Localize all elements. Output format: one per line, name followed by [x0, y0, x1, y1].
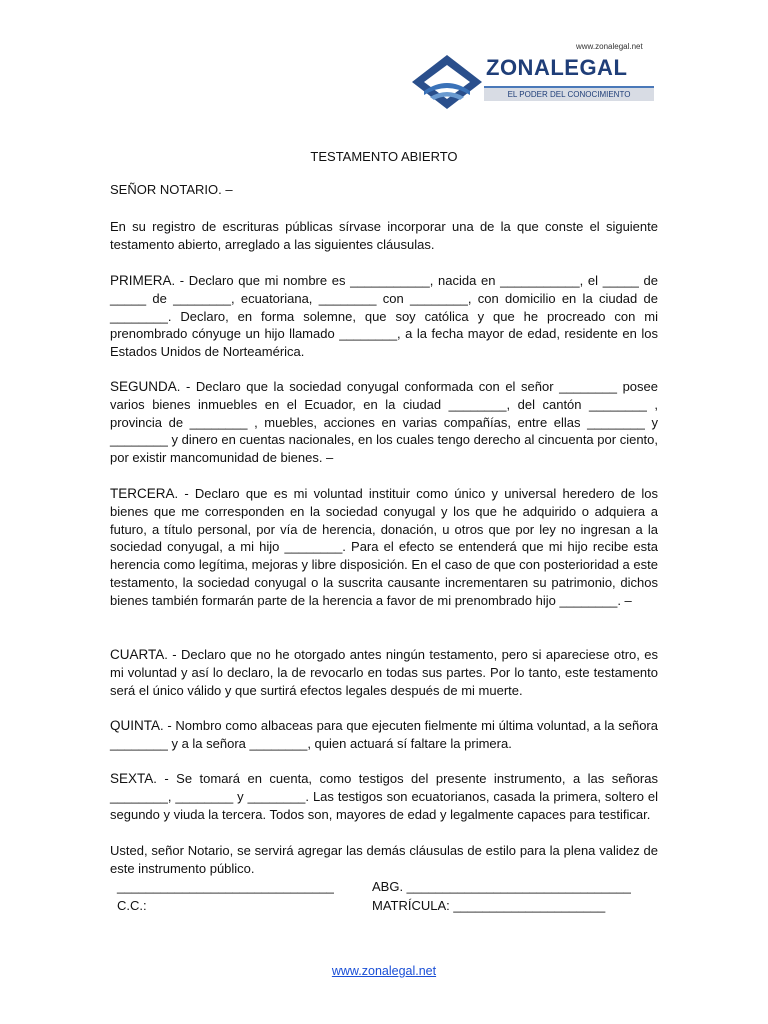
clause-heading: PRIMERA	[110, 273, 172, 288]
clause-text: . - Declaro que mi nombre es ___________, nacida en ___________, el _____ de _____ de ________, ecuatoriana, ________ con ________, con domicilio en la ciudad de ________. Declaro, en forma solemne, que soy católica y que he procreado con mi prenombrado cónyuge un hijo llamado ________, a la fecha mayor de edad, residente en los Estados Unidos de Norteamérica.	[110, 273, 658, 360]
matricula-field: MATRÍCULA: _____________________	[372, 898, 606, 913]
clause-cuarta	[110, 646, 658, 699]
clause-heading: TERCERA	[110, 486, 175, 501]
abg-field: ABG. _______________________________	[372, 879, 631, 894]
closing-paragraph: Usted, señor Notario, se servirá agregar las demás cláusulas de estilo para la plena validez de este instrumento público.	[110, 843, 658, 876]
clause-segunda	[110, 378, 658, 467]
clause-heading: QUINTA	[110, 718, 160, 733]
clause-text: . - Declaro que la sociedad conyugal conformada con el señor ________ posee varios bienes inmuebles en el Ecuador, en la ciudad ________, del cantón ________ , provincia de ________ , muebles, acciones en varias compañías, entre ellas ________ y ________ y dinero en cuentas nacionales, en los cuales tengo derecho al cincuenta por ciento, por existir mancomunidad de bienes. –	[110, 379, 658, 466]
logo-name: ZONALEGAL	[486, 55, 628, 80]
clause-quinta	[110, 717, 658, 753]
diamond-logo-icon	[410, 53, 484, 111]
clause-text: . - Declaro que es mi voluntad instituir como único y universal heredero de los bienes que me corresponden en la sociedad conyugal y los que he adquirido o adquiera a futuro, a título personal, por vía de herencia, donación, u otros que por ley no ingresan a la sociedad conyugal, a mi hijo ________. Para el efecto se entenderá que mi hijo recibe esta herencia como legítima, mejoras y libre disposición. En el caso de que con posterioridad a este testamento, la sociedad conyugal o la suscrita causante incrementaren su patrimonio, dichos bienes también formarán parte de la herencia a favor de mi prenombrado hijo ________. –	[110, 486, 658, 608]
clause-heading: SEXTA	[110, 771, 154, 786]
clause-sexta	[110, 770, 658, 823]
clause-text: . - Declaro que no he otorgado antes ningún testamento, pero si apareciese otro, es mi voluntad y así lo declaro, la de revocarlo en todas sus partes. Por lo tanto, este testamento será el único válido y que surtirá efectos legales después de mi muerte.	[110, 647, 658, 698]
addressee: SEÑOR NOTARIO. –	[110, 182, 233, 197]
clause-primera	[110, 272, 658, 361]
document-title: TESTAMENTO ABIERTO	[310, 149, 458, 164]
clause-text: . - Nombro como albaceas para que ejecuten fielmente mi última voluntad, a la señora ________ y a la señora ________, quien actuará sí faltare la primera.	[110, 718, 658, 751]
cc-label: C.C.:	[117, 898, 147, 913]
intro-paragraph: En su registro de escrituras públicas sírvase incorporar una de la que conste el siguiente testamento abierto, arreglado a las siguientes cláusulas.	[110, 219, 658, 252]
logo-url: www.zonalegal.net	[576, 42, 643, 51]
clause-text: . - Se tomará en cuenta, como testigos del presente instrumento, a las señoras ________, ________ y ________. Las testigos son ecuatorianos, casada la primera, soltero el segundo y viuda la tercera. Todos son, mayores de edad y legalmente capaces para testificar.	[110, 771, 658, 822]
clause-heading: CUARTA	[110, 647, 165, 662]
zonalegal-logo	[410, 42, 660, 112]
footer-link[interactable]: www.zonalegal.net	[331, 964, 437, 978]
signature-line: ______________________________	[117, 879, 334, 894]
logo-tagline: EL PODER DEL CONOCIMIENTO	[484, 86, 654, 101]
clause-heading: SEGUNDA	[110, 379, 177, 394]
clause-tercera	[110, 485, 658, 610]
